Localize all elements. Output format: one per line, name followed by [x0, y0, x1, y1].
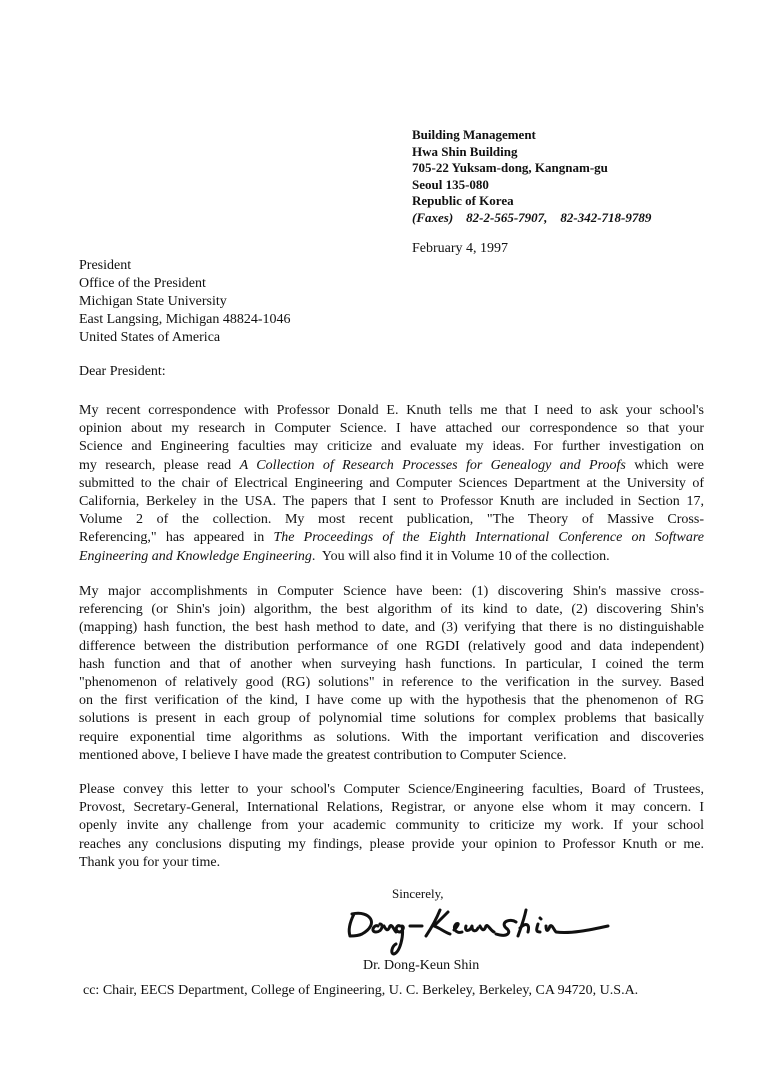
body-paragraph-2: [79, 583, 704, 765]
sender-fax-numbers: (Faxes) 82-2-565-7907, 82-342-718-9789: [412, 209, 652, 225]
closing: Sincerely,: [392, 886, 444, 901]
carbon-copy-line: cc: Chair, EECS Department, College of Engineering, U. C. Berkeley, Berkeley, CA 94720, U.S.A.: [83, 983, 639, 998]
paragraph-line: reaches any conclusions disputing my findings, please provide your opinion to Professor Knuth or me.: [79, 836, 704, 852]
paragraph-line: (mapping) hash function, the best hash method to date, and (3) verifying that there is no distinguishable: [79, 620, 704, 636]
sender-line: Building Management: [412, 127, 536, 142]
sender-line: 705-22 Yuksam-dong, Kangnam-gu: [412, 160, 608, 175]
paragraph-line: California, Berkeley in the USA. The papers that I sent to Professor Knuth are included in Section 17,: [79, 494, 704, 510]
paragraph-line: Provost, Secretary-General, International Relations, Registrar, or anyone else whom it may concern. I: [79, 800, 704, 816]
recipient-line: Michigan State University: [79, 294, 227, 309]
line-text: my research, please read: [79, 457, 240, 473]
recipient-line: East Langsing, Michigan 48824-1046: [79, 312, 291, 327]
paragraph-line: Thank you for your time.: [79, 854, 221, 870]
paragraph-line: solutions is present in each group of polynomial time solutions for complex problems that basically: [79, 711, 704, 727]
proceedings-title: Engineering and Knowledge Engineering: [79, 548, 312, 564]
recipient-line: United States of America: [79, 330, 221, 345]
paragraph-line: referencing (or Shin's join) algorithm, the best algorithm of its kind to date, (2) discovering Shin's: [79, 602, 704, 618]
paragraph-line: difference between the distribution performance of one RGDI (relatively good and data independent): [79, 638, 704, 654]
letter-date: February 4, 1997: [412, 241, 509, 256]
line-text: .: [311, 548, 322, 564]
recipient-line: Office of the President: [79, 276, 206, 291]
paragraph-line: Science and Engineering faculties may criticize and evaluate my ideas. For further investigation on: [79, 439, 704, 455]
sender-address-block: [412, 127, 651, 226]
body-paragraph-1: [79, 402, 704, 566]
paragraph-line: on the first verification of the kind, I have come up with the hypothesis that the phenomenon of RG: [79, 693, 704, 709]
paragraph-line: My recent correspondence with Professor Donald E. Knuth tells me that I need to ask your school's: [79, 403, 704, 418]
paragraph-line: hash function and that of another when surveying hash functions. In particular, I coined the term: [79, 656, 704, 672]
salutation: Dear President:: [79, 364, 166, 379]
signer-name: Dr. Dong-Keun Shin: [363, 958, 480, 973]
sender-line: Seoul 135-080: [412, 176, 489, 192]
handwritten-signature: [340, 902, 630, 962]
paragraph-line: [79, 548, 704, 566]
recipient-address-block: [79, 257, 291, 347]
proceedings-title: The Proceedings of the Eighth International Conference on Software: [273, 530, 704, 546]
line-text: You will also find it in Volume 10 of the collection.: [321, 548, 610, 564]
paragraph-line: My major accomplishments in Computer Science have been: (1) discovering Shin's massive cross-: [79, 584, 704, 599]
line-text: which were: [625, 457, 704, 473]
book-title: A Collection of Research Processes for Genealogy and Proofs: [239, 457, 626, 473]
sender-line: Hwa Shin Building: [412, 143, 518, 159]
paragraph-line: Please convey this letter to your school's Computer Science/Engineering faculties, Board of Trustees,: [79, 782, 704, 797]
paragraph-line: require exponential time algorithms as solutions. With the important verification and discoveries: [79, 729, 704, 745]
paragraph-line: Volume 2 of the collection. My most recent publication, "The Theory of Massive Cross-: [79, 512, 704, 528]
paragraph-line: opinion about my research in Computer Science. I have attached our correspondence so that your: [79, 421, 704, 437]
sender-line: Republic of Korea: [412, 193, 514, 208]
body-paragraph-3: [79, 781, 704, 872]
paragraph-line: [79, 457, 704, 475]
paragraph-line: submitted to the chair of Electrical Engineering and Computer Sciences Department at the University of: [79, 475, 704, 491]
paragraph-line: mentioned above, I believe I have made the greatest contribution to Computer Science.: [79, 747, 567, 763]
paragraph-line: [79, 529, 704, 547]
recipient-line: President: [79, 258, 132, 273]
paragraph-line: openly invite any challenge from your academic community to criticize my work. If your school: [79, 818, 704, 834]
line-text: Referencing," has appeared in: [79, 530, 274, 546]
paragraph-line: "phenomenon of relatively good (RG) solutions" in reference to the verification in the survey. Based: [79, 675, 704, 691]
